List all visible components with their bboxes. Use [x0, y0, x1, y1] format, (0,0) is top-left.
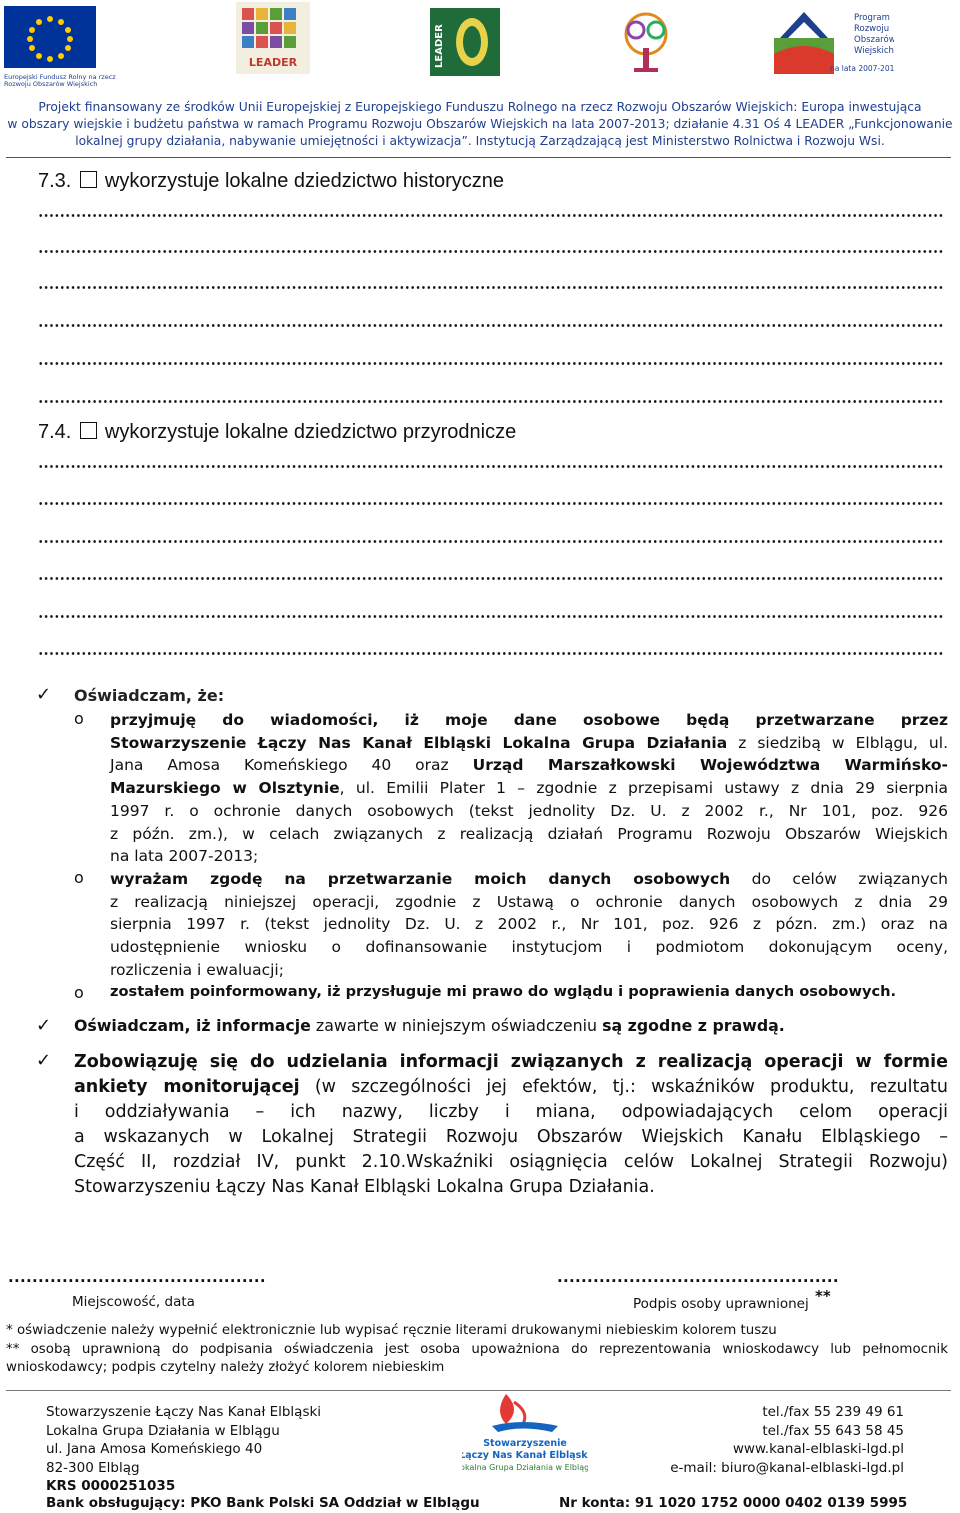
- footer-krs: KRS 0000251035: [46, 1478, 176, 1494]
- monitor-line6: Stowarzyszeniu Łączy Nas Kanał Elbląski Lokalna Grupa Działania.: [74, 1177, 655, 1197]
- footer-phone-1: tel./fax 55 239 49 61: [762, 1404, 904, 1420]
- lgd-logo-line1: Stowarzyszenie: [483, 1438, 567, 1449]
- footnote-1: * oświadczenie należy wypełnić elektronicznie lub wypisać ręcznie literami drukowanymi niebieskim kolorem tuszu: [6, 1323, 777, 1338]
- leader-logo-text: LEADER: [248, 56, 298, 69]
- monitor-line5: Część II, rozdział IV, punkt 2.10.Wskaźniki osiągnięcia celów Lokalnej Strategii Rozwoju): [74, 1152, 948, 1172]
- funding-line-2: w obszary wiejskie i budżetu państwa w ramach Programu Rozwoju Obszarów Wiejskich na lata 2007-2013; działanie 4.31 Oś 4 LEADER „Funkcjonowanie: [7, 117, 953, 131]
- fill-line[interactable]: [38, 394, 943, 403]
- signature-label: [633, 1287, 831, 1312]
- footer-email[interactable]: e-mail: biuro@kanal-elblaski-lgd.pl: [670, 1459, 904, 1476]
- checkbox-7-3[interactable]: [80, 171, 97, 188]
- declaration-item-2: [110, 868, 948, 982]
- item2-line3: sierpnia 1997 r. (tekst jednolity Dz. U. z 2002 r., Nr 101, poz. 926 z pózn. zm.) oraz na: [110, 915, 948, 934]
- tree-logo: [614, 10, 678, 76]
- footer-contact: [670, 1403, 904, 1477]
- bullet-icon: o: [74, 983, 84, 1002]
- footer-phone-2: tel./fax 55 643 58 45: [762, 1422, 904, 1439]
- item1-line4b: , ul. Emilii Plater 1 – zgodnie z przepisami ustawy z dnia 29 sierpnia: [339, 779, 948, 798]
- section-7-3-text: wykorzystuje lokalne dziedzictwo historyczne: [104, 170, 504, 192]
- fill-line[interactable]: [38, 208, 943, 217]
- footer-address: [46, 1403, 321, 1496]
- fill-line[interactable]: [38, 459, 943, 468]
- item1-line3a: Jana Amosa Komeńskiego 40 oraz: [110, 756, 473, 775]
- fill-line[interactable]: [38, 609, 943, 618]
- monitor-line1: Zobowiązuję się do udzielania informacji związanych z realizacją operacji w formie: [74, 1052, 948, 1072]
- prow-logo: [764, 8, 894, 76]
- declaration-item-1: [110, 709, 948, 868]
- section-7-4-text: wykorzystuje lokalne dziedzictwo przyrodnicze: [104, 421, 517, 443]
- prow-text-3: Obszarów: [854, 35, 894, 45]
- footer-account: Nr konta: 91 1020 1752 0000 0402 0139 5995: [559, 1495, 908, 1511]
- footer-rule: [6, 1390, 951, 1391]
- fill-line[interactable]: [38, 571, 943, 580]
- funding-line-1: Projekt finansowany ze środków Unii Europejskiej z Europejskiego Funduszu Rolnego na rzecz Rozwoju Obszarów Wiejskich: Europa inwestująca: [38, 100, 922, 114]
- check-icon: ✓: [36, 1015, 52, 1036]
- place-date-line[interactable]: ...........................................: [8, 1268, 266, 1286]
- bullet-icon: o: [74, 868, 84, 887]
- item1-line6: z późn. zm.), w celach związanych z realizacją działań Programu Rozwoju Obszarów Wiejskich: [110, 824, 948, 843]
- signature-line[interactable]: ...............................................: [557, 1268, 839, 1286]
- footer-lgd: Lokalna Grupa Działania w Elblągu: [46, 1422, 280, 1439]
- statement-truth-a: Oświadczam, iż informacje: [74, 1016, 311, 1035]
- section-7-4-title: [38, 421, 516, 444]
- item1-line2b: z siedzibą w Elblągu, ul.: [727, 733, 948, 752]
- fill-line[interactable]: [38, 280, 943, 289]
- footer-city: 82-300 Elbląg: [46, 1459, 140, 1476]
- fill-line[interactable]: [38, 356, 943, 365]
- monitor-line2b: (w szczególności jej efektów, tj.: wskaźników produktu, rezultatu: [299, 1077, 948, 1097]
- fill-line[interactable]: [38, 534, 943, 543]
- leader-vertical-text: LEADER: [434, 24, 445, 68]
- statement-truth: [74, 1016, 785, 1035]
- prow-text-2: Rozwoju: [854, 24, 890, 34]
- funding-line-3: lokalnej grupy działania, nabywanie umiejętności i aktywizacja”. Instytucją Zarządzającą jest Ministerstwo Rolnictwa i Rozwoju Wsi.: [75, 134, 885, 148]
- fill-line[interactable]: [38, 646, 943, 655]
- lgd-logo-line2: Łączy Nas Kanał Elbląski: [462, 1450, 588, 1461]
- footnote-2b: wnioskodawcy; podpis czytelny należy złożyć kolorem niebieskim: [6, 1360, 445, 1375]
- footnote-2a: ** osobą uprawnioną do podpisania oświadczenia jest osoba upoważniona do reprezentowania wnioskodawcy lub pełnomocnik: [6, 1342, 948, 1357]
- check-icon: ✓: [36, 684, 52, 705]
- item2-line1a: wyrażam zgodę na przetwarzanie moich danych osobowych: [110, 870, 731, 888]
- section-7-3-title: [38, 170, 504, 193]
- footer-bank: Bank obsługujący: PKO Bank Polski SA Oddział w Elblągu: [46, 1495, 480, 1511]
- leader-logo: [236, 2, 310, 74]
- item1-line4a: Mazurskiego w Olsztynie: [110, 779, 340, 798]
- monitor-line2a: ankiety monitorującej: [74, 1077, 300, 1097]
- header-rule: [6, 157, 951, 158]
- declaration-heading: Oświadczam, że:: [74, 686, 225, 705]
- leader-vertical-logo: [430, 8, 500, 76]
- signature-label-text: Podpis osoby uprawnionej: [633, 1296, 809, 1312]
- monitor-line4: a wskazanych w Lokalnej Strategii Rozwoju Obszarów Wiejskich Kanału Elbląskiego –: [74, 1127, 948, 1147]
- statement-truth-b: zawarte w niniejszym oświadczeniu: [310, 1016, 603, 1035]
- item1-line3b: Urząd Marszałkowski Województwa Warmińsko-: [472, 756, 948, 775]
- declaration-item-3: zostałem poinformowany, iż przysługuje mi prawo do wglądu i poprawienia danych osobowych.: [110, 983, 897, 1000]
- item2-line5: rozliczenia i ewaluacji;: [110, 960, 284, 979]
- item1-line5: 1997 r. o ochronie danych osobowych (tekst jednolity Dz. U. z 2002 r., Nr 101, poz. 926: [110, 801, 948, 820]
- section-7-4-number: 7.4.: [38, 421, 72, 443]
- checkbox-7-4[interactable]: [80, 422, 97, 439]
- eu-flag-logo: [4, 6, 116, 88]
- check-icon: ✓: [36, 1050, 52, 1071]
- footer-org: Stowarzyszenie Łączy Nas Kanał Elbląski: [46, 1404, 322, 1420]
- statement-monitoring: [74, 1050, 948, 1200]
- item2-line1b: do celów związanych: [730, 870, 948, 888]
- fill-line[interactable]: [38, 244, 943, 253]
- item2-line2: z realizacją niniejszej operacji, zgodnie z Ustawą o ochronie danych osobowych z dnia 29: [110, 892, 948, 911]
- monitor-line3: i oddziaływania – ich nazwy, liczby i miana, odpowiadających celom operacji: [74, 1102, 948, 1122]
- eu-caption-2: Rozwoju Obszarów Wiejskich: [4, 80, 98, 88]
- item1-line1: przyjmuję do wiadomości, iż moje dane osobowe będą przetwarzane przez: [110, 711, 948, 729]
- footer-www[interactable]: www.kanal-elblaski-lgd.pl: [732, 1441, 904, 1457]
- footer-street: ul. Jana Amosa Komeńskiego 40: [46, 1441, 263, 1457]
- fill-line[interactable]: [38, 496, 943, 505]
- item2-line4: udostępnienie wniosku o dofinansowanie instytucjom i podmiotom dokonującym oceny,: [110, 938, 948, 957]
- item1-line2a: Stowarzyszenie Łączy Nas Kanał Elbląski Lokalna Grupa Działania: [110, 733, 728, 752]
- place-date-label: Miejscowość, data: [72, 1294, 195, 1310]
- lgd-logo: [462, 1392, 588, 1476]
- section-7-3-number: 7.3.: [38, 170, 72, 192]
- signature-mark: **: [815, 1287, 831, 1305]
- statement-truth-c: są zgodne z prawdą.: [602, 1016, 785, 1035]
- bullet-icon: o: [74, 709, 84, 728]
- lgd-logo-line3: Lokalna Grupa Działania w Elblągu: [462, 1463, 588, 1472]
- item1-line7: na lata 2007-2013;: [110, 847, 259, 866]
- fill-line[interactable]: [38, 318, 943, 327]
- eu-caption-1: Europejski Fundusz Rolny na rzecz: [4, 73, 116, 81]
- prow-text-4: Wiejskich: [854, 46, 894, 56]
- prow-text-5: na lata 2007-2013: [830, 64, 894, 73]
- footnote-2: [6, 1341, 948, 1377]
- prow-text-1: Program: [854, 13, 890, 23]
